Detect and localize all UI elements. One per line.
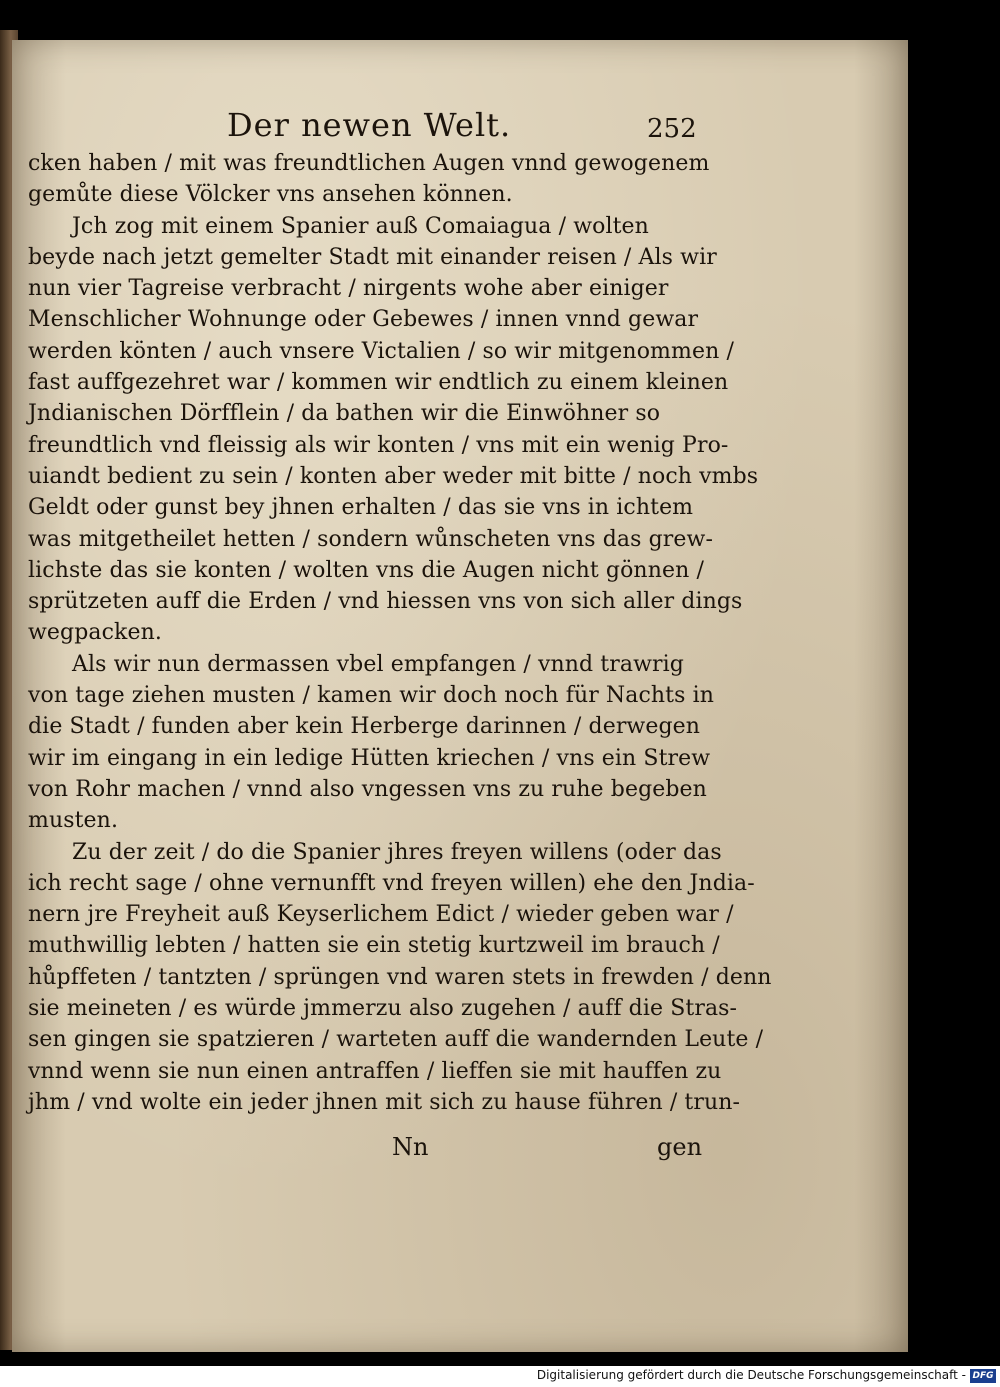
text-line: vnnd wenn sie nun einen antraffen / lieffen sie mit hauffen zu [28,1058,722,1084]
text-line: sie meineten / es würde jmmerzu also zugehen / auff die Stras- [28,996,738,1022]
text-line: ich recht sage / ohne vernunfft vnd freyen willen) ehe den Jndia- [28,870,755,896]
text-line: was mitgetheilet hetten / sondern wůnscheten vns das grew- [28,526,714,552]
text-line: musten. [28,808,119,834]
body-text [28,148,772,1118]
text-line: Geldt oder gunst bey jhnen erhalten / das sie vns in ichtem [28,495,694,521]
signature-mark: Nn [392,1133,429,1161]
book-page [12,40,908,1352]
text-line: fast auffgezehret war / kommen wir endtlich zu einem kleinen [28,370,729,396]
text-line: sprützeten auff die Erden / vnd hiessen vns von sich aller dings [28,589,743,615]
text-line: beyde nach jetzt gemelter Stadt mit einander reisen / Als wir [28,244,717,270]
text-line: Zu der zeit / do die Spanier jhres freyen willens (oder das [72,839,722,865]
text-line: Menschlicher Wohnunge oder Gebewes / innen vnnd gewar [28,307,699,333]
text-line: wir im eingang in ein ledige Hütten kriechen / vns ein Strew [28,745,711,771]
text-line: nun vier Tagreise verbracht / nirgents wohe aber einiger [28,276,669,302]
dfg-logo: DFG [970,1369,996,1383]
text-line: uiandt bedient zu sein / konten aber weder mit bitte / noch vmbs [28,463,759,489]
page-number: 252 [647,114,697,144]
text-line: sen gingen sie spatzieren / warteten auff die wandernden Leute / [28,1027,764,1053]
text-line: freundtlich vnd fleissig als wir konten / vns mit ein wenig Pro- [28,432,729,458]
text-line: lichste das sie konten / wolten vns die Augen nicht gönnen / [28,557,704,583]
catchword: gen [657,1133,703,1161]
text-line: muthwillig lebten / hatten sie ein stetig kurtzweil im brauch / [28,933,720,959]
text-line: Jch zog mit einem Spanier auß Comaiagua / wolten [72,213,649,239]
text-line: Jndianischen Dörfflein / da bathen wir die Einwöhner so [28,401,661,427]
text-line: werden könten / auch vnsere Victalien / so wir mitgenommen / [28,338,734,364]
text-line: Als wir nun dermassen vbel empfangen / vnnd trawrig [72,651,684,677]
footer-bar [0,1366,1000,1387]
text-line: von tage ziehen musten / kamen wir doch noch für Nachts in [28,683,715,709]
text-line: hůpffeten / tantzten / sprüngen vnd waren stets in frewden / denn [28,964,772,990]
text-line: nern jre Freyheit auß Keyserlichem Edict / wieder geben war / [28,902,734,928]
text-line: die Stadt / funden aber kein Herberge darinnen / derwegen [28,714,701,740]
running-title: Der newen Welt. [227,106,512,144]
text-line: gemůte diese Völcker vns ansehen können. [28,182,513,208]
text-line: von Rohr machen / vnnd also vngessen vns zu ruhe begeben [28,776,707,802]
text-line: jhm / vnd wolte ein jeder jhnen mit sich zu hause führen / trun- [28,1089,741,1115]
funding-notice: Digitalisierung gefördert durch die Deutsche Forschungsgemeinschaft - [536,1368,966,1382]
text-line: wegpacken. [28,620,162,646]
text-line: cken haben / mit was freundtlichen Augen vnnd gewogenem [28,151,710,176]
